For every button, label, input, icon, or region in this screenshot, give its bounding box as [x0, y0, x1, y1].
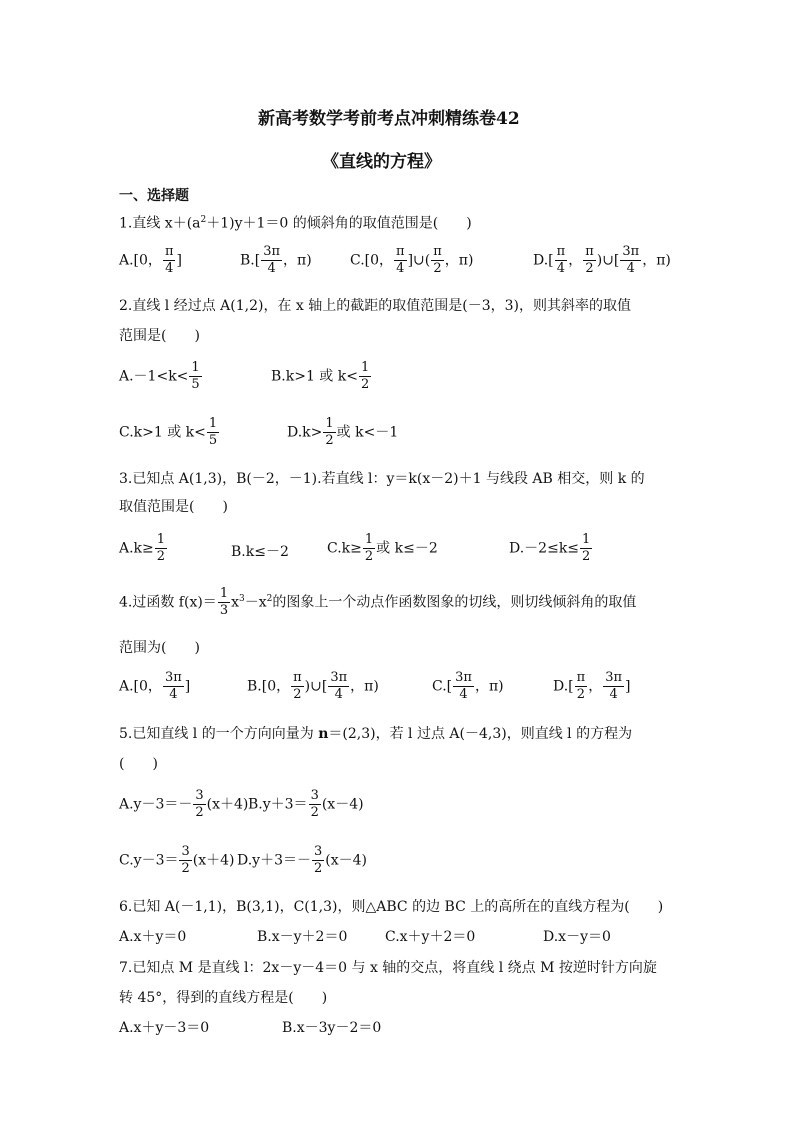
question-5-line-2: ( )	[119, 756, 158, 772]
q2-option-c: C.k>1 或 k< $\frac{1}{5}$	[119, 416, 218, 448]
question-5-line-1: 5.已知直线 l 的一个方向向量为 n＝(2,3)，若 l 过点 A(－4,3)，则直线 l 的方程为	[119, 726, 633, 742]
q4-option-c: C.[ $\frac{3\pi}{4}$ ，π)	[432, 670, 504, 702]
q2-option-b: B.k>1 或 k< $\frac{1}{2}$	[271, 360, 370, 392]
question-4-line-1: 4.过函数 f(x)＝ $\frac{1}{3}$ $x^3-x^2$的图象上一个动点作函数图象的切线，则切线倾斜角的取值	[119, 586, 637, 618]
question-3-line-1: 3.已知点 A(1,3)，B(－2，－1).若直线 l：y＝k(x－2)＋1 与线段 AB 相交，则 k 的	[119, 471, 645, 487]
q5-option-c: C.y－3＝ $\frac{3}{2}$ (x＋4)	[119, 844, 235, 876]
question-6: 6.已知 A(－1,1)，B(3,1)，C(1,3)，则△ABC 的边 BC 上的高所在的直线方程为( )	[119, 899, 664, 915]
question-2-line-2: 范围是( )	[119, 328, 200, 344]
q2-option-a: A.－1<k< $\frac{1}{5}$	[119, 360, 200, 392]
q7-option-a: A.x＋y－3＝0	[119, 1020, 210, 1036]
q3-option-d: D.－2≤k≤ $\frac{1}{2}$	[509, 532, 591, 564]
q3-option-c: C.k≥ $\frac{1}{2}$ 或 k≤－2	[327, 532, 438, 564]
q6-option-d: D.x－y＝0	[543, 929, 611, 945]
q4-option-d: D.[ $\frac{\pi}{2}$ ， $\frac{3\pi}{4}$ ]	[553, 670, 631, 702]
q1-option-b: B.[ $\frac{3\pi}{4}$ ，π)	[240, 244, 312, 276]
question-1: 1.直线 $x+(a^2+1)y+1=0$ 的倾斜角的取值范围是( )	[119, 215, 472, 232]
q1-option-c: C.[0， $\frac{\pi}{4}$ ]∪( $\frac{\pi}{2}$ ，π)	[350, 244, 474, 276]
page-subtitle: 《直线的方程》	[322, 152, 441, 172]
q3-option-b: B.k≤－2	[231, 544, 289, 560]
q6-option-b: B.x－y＋2＝0	[257, 929, 348, 945]
page-title: 新高考数学考前考点冲刺精练卷42	[258, 109, 520, 129]
question-4-line-2: 范围为( )	[119, 640, 200, 656]
q6-option-a: A.x＋y＝0	[119, 929, 187, 945]
q5-option-b: B.y＋3＝ $\frac{3}{2}$ (x－4)	[248, 788, 364, 820]
q6-option-c: C.x＋y＋2＝0	[385, 929, 476, 945]
question-3-line-2: 取值范围是( )	[119, 499, 228, 515]
q1-option-d: D.[ $\frac{\pi}{4}$ ， $\frac{\pi}{2}$ )∪[ $\frac{3\pi}{4}$ ，π)	[533, 244, 671, 276]
q5-option-d: D.y＋3＝－ $\frac{3}{2}$ (x－4)	[237, 844, 368, 876]
q3-option-a: A.k≥ $\frac{1}{2}$	[119, 532, 166, 564]
question-7-line-2: 转 45°，得到的直线方程是( )	[119, 990, 328, 1006]
q4-option-b: B.[0， $\frac{\pi}{2}$ )∪[ $\frac{3\pi}{4}$ ，π)	[247, 670, 379, 702]
question-2-line-1: 2.直线 l 经过点 A(1,2)，在 x 轴上的截距的取值范围是(－3，3)，则其斜率的取值	[119, 298, 632, 314]
q5-option-a: A.y－3＝－ $\frac{3}{2}$ (x＋4)	[119, 788, 249, 820]
section-heading: 一、选择题	[119, 188, 189, 204]
question-7-line-1: 7.已知点 M 是直线 l：2x－y－4＝0 与 x 轴的交点，将直线 l 绕点 M 按逆时针方向旋	[119, 960, 657, 976]
q4-option-a: A.[0， $\frac{3\pi}{4}$ ]	[119, 670, 191, 702]
q2-option-d: D.k> $\frac{1}{2}$ 或 k<－1	[287, 416, 399, 448]
q1-option-a: A.[0， $\frac{\pi}{4}$ ]	[119, 244, 182, 276]
q7-option-b: B.x－3y－2＝0	[282, 1020, 382, 1036]
